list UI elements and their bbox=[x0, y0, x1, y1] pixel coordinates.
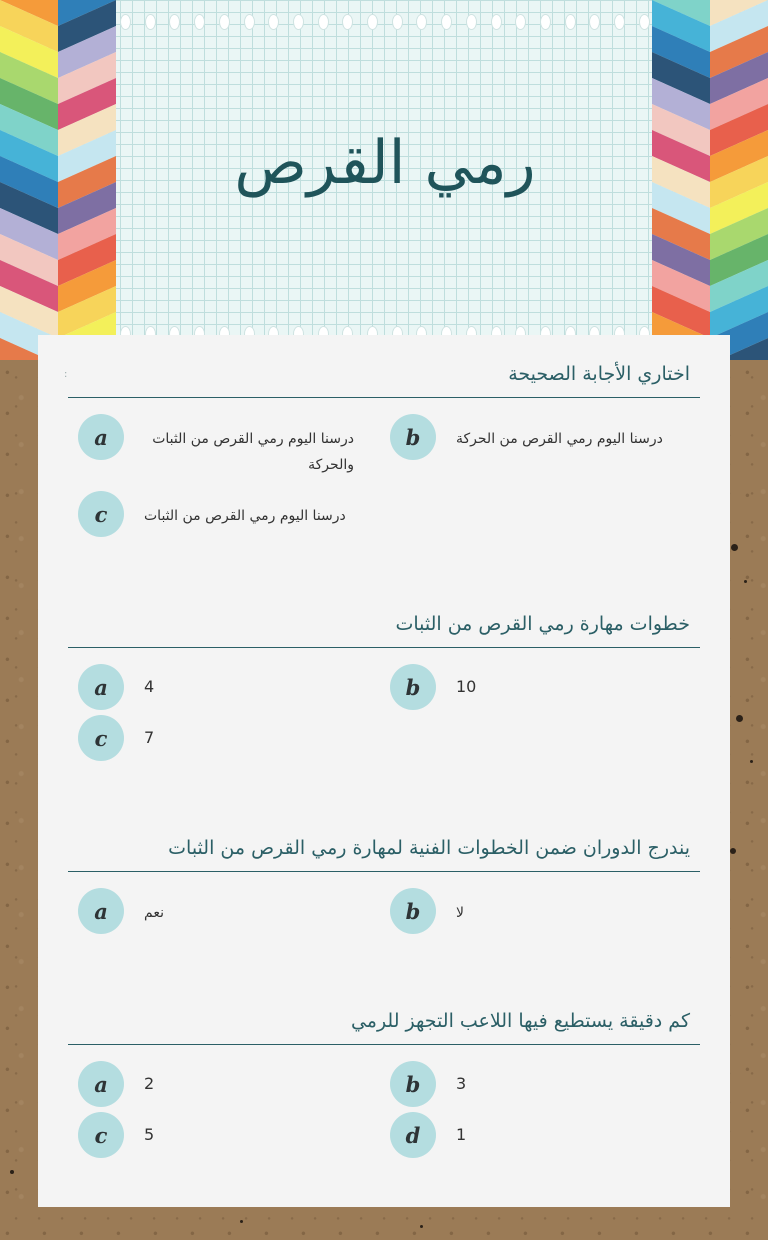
question-title bbox=[64, 363, 700, 398]
option-c[interactable] bbox=[78, 1112, 378, 1158]
option-a[interactable] bbox=[78, 664, 378, 710]
option-a[interactable] bbox=[78, 888, 378, 934]
option-badge-b: b bbox=[390, 888, 436, 934]
question-prompt: كم دقيقة يستطيع فيها اللاعب التجهز للرمي bbox=[350, 1010, 690, 1032]
option-badge-c: c bbox=[78, 715, 124, 761]
question-2 bbox=[68, 613, 700, 774]
option-text: 7 bbox=[144, 728, 155, 747]
quiz-card bbox=[38, 335, 730, 1207]
option-b[interactable] bbox=[390, 1061, 690, 1107]
option-badge-a: a bbox=[78, 664, 124, 710]
notebook-holes-top bbox=[120, 14, 650, 32]
option-b[interactable] bbox=[390, 414, 690, 460]
question-prompt: اختاري الأجابة الصحيحة bbox=[508, 363, 690, 385]
option-text: درسنا اليوم رمي القرص من الثبات bbox=[144, 508, 346, 524]
option-text: درسنا اليوم رمي القرص من الحركة bbox=[456, 431, 663, 447]
option-badge-a: a bbox=[78, 888, 124, 934]
option-a[interactable] bbox=[78, 1061, 378, 1107]
option-text: 5 bbox=[144, 1125, 155, 1144]
header-banner bbox=[0, 0, 768, 360]
option-badge-b: b bbox=[390, 1061, 436, 1107]
option-text: 2 bbox=[144, 1074, 155, 1093]
question-1 bbox=[64, 363, 700, 574]
question-prompt: يندرج الدوران ضمن الخطوات الفنية لمهارة رمي القرص من الثبات bbox=[168, 837, 690, 859]
question-title bbox=[68, 1010, 700, 1045]
option-badge-b: b bbox=[390, 414, 436, 460]
option-b[interactable] bbox=[390, 888, 690, 934]
option-a[interactable] bbox=[78, 414, 378, 478]
question-prompt: خطوات مهارة رمي القرص من الثبات bbox=[395, 613, 690, 635]
option-badge-a: a bbox=[78, 1061, 124, 1107]
paper-speck bbox=[420, 1225, 423, 1228]
option-text: لا bbox=[456, 905, 464, 921]
paper-speck bbox=[730, 848, 736, 854]
paper-speck bbox=[744, 580, 747, 583]
option-badge-a: a bbox=[78, 414, 124, 460]
option-d[interactable] bbox=[390, 1112, 690, 1158]
paper-speck bbox=[731, 544, 738, 551]
paper-speck bbox=[10, 1170, 14, 1174]
option-badge-b: b bbox=[390, 664, 436, 710]
chevron-pattern-left bbox=[0, 0, 116, 360]
question-title bbox=[68, 613, 700, 648]
option-text: 10 bbox=[456, 677, 477, 696]
option-b[interactable] bbox=[390, 664, 690, 710]
question-3 bbox=[68, 837, 700, 948]
paper-speck bbox=[240, 1220, 243, 1223]
question-marker: : bbox=[64, 369, 68, 380]
option-text: 4 bbox=[144, 677, 155, 696]
option-c[interactable] bbox=[78, 715, 378, 761]
option-text: 3 bbox=[456, 1074, 467, 1093]
option-badge-c: c bbox=[78, 1112, 124, 1158]
chevron-pattern-right bbox=[652, 0, 768, 360]
question-title bbox=[68, 837, 700, 872]
paper-speck bbox=[750, 760, 753, 763]
option-text: نعم bbox=[144, 905, 164, 921]
option-c[interactable] bbox=[78, 491, 378, 537]
paper-speck bbox=[736, 715, 743, 722]
question-4 bbox=[68, 1010, 700, 1171]
page-title: رمي القرص bbox=[234, 128, 536, 198]
option-badge-d: d bbox=[390, 1112, 436, 1158]
option-text: درسنا اليوم رمي القرص من الثبات والحركة bbox=[152, 431, 354, 473]
option-text: 1 bbox=[456, 1125, 467, 1144]
option-badge-c: c bbox=[78, 491, 124, 537]
